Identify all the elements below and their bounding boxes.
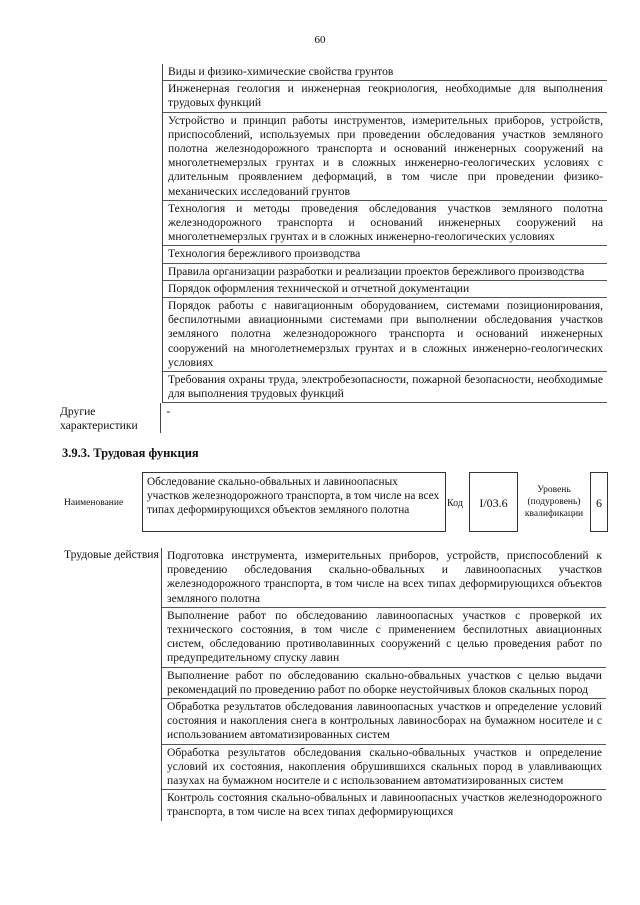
knowledge-list — [163, 64, 607, 403]
knowledge-table — [60, 64, 608, 433]
qualification-level-label: Уровень (подуровень) квалификации — [524, 485, 584, 519]
labor-actions-table — [60, 548, 608, 821]
labor-action-item: Обработка результатов обследования лавиноопасных участков и определение условий состояния и накопления снега в контрольных лавиносборах на бумажном носителе и с использованием автоматизированных систем — [162, 699, 606, 745]
labor-actions-list — [162, 548, 606, 821]
knowledge-item: Инженерная геология и инженерная геокриология, необходимые для выполнения трудовых функций — [163, 81, 607, 112]
function-code: I/03.6 — [469, 472, 518, 532]
page-number: 60 — [314, 34, 326, 46]
function-header — [60, 472, 608, 534]
knowledge-item: Технология бережливого производства — [163, 246, 607, 263]
knowledge-row — [60, 64, 608, 403]
function-name: Обследование скально-обвальных и лавиноопасных участков железнодорожного транспорта, в том числе на всех типах деформирующихся объектов земляного полотна — [142, 472, 446, 532]
qualification-level-value: 6 — [590, 472, 608, 532]
other-characteristics-label: Другие характеристики — [60, 403, 161, 433]
labor-actions-label: Трудовые действия — [60, 548, 162, 821]
section-title: 3.9.3. Трудовая функция — [62, 446, 199, 460]
knowledge-label-cell — [60, 64, 163, 403]
labor-action-item: Контроль состояния скально-обвальных и лавиноопасных участков железнодорожного транспорта, в том числе на всех типах деформирующихся — [167, 791, 602, 819]
knowledge-item: Виды и физико-химические свойства грунтов — [163, 64, 607, 81]
knowledge-item: Требования охраны труда, электробезопасности, пожарной безопасности, необходимые для выполнения трудовых функций — [163, 372, 607, 403]
labor-action-item: Выполнение работ по обследованию скально-обвальных участков с целью выдачи рекомендаций по проведению работ по оборке неустойчивых блоков скальных пород — [162, 668, 606, 699]
knowledge-item: Технология и методы проведения обследования участков земляного полотна железнодорожного транспорта и оснований инженерных сооружений на многолетнемерзлых грунтах и в сложных инженерно-геологических условиях — [163, 201, 607, 247]
name-label: Наименование — [64, 498, 124, 508]
labor-action-item: Подготовка инструмента, измерительных приборов, устройств, приспособлений к проведению обследования скально-обвальных и лавиноопасных участков железнодорожного транспорта, в том числе на всех типах деформирующихся объектов земляного полотна — [162, 548, 606, 608]
labor-action-item: Выполнение работ по обследованию лавиноопасных участков с проверкой их технического состояния, в том числе с применением беспилотных авиационных систем, обследованию противолавинных сооружений с целью проведения работ по предупредительному спуску лавин — [162, 608, 606, 668]
knowledge-item: Порядок оформления технической и отчетной документации — [163, 281, 607, 298]
knowledge-item: Порядок работы с навигационным оборудованием, системами позиционирования, беспилотными авиационными системами при выполнении обследования участков земляного полотна железнодорожного транспорта и оснований инженерных сооружений на многолетнемерзлых грунтах и в сложных инженерно-геологических условиях — [163, 298, 607, 372]
labor-action-item: Обработка результатов обследования скально-обвальных участков и определение условий их состояния, накопления обрушившихся скальных пород в улавливающих пазухах на бумажном носителе и с использованием автоматизированных систем — [162, 745, 606, 791]
knowledge-item: Устройство и принцип работы инструментов, измерительных приборов, устройств, приспособлений, используемых при проведении обследования участков земляного полотна железнодорожного транспорта и оснований инженерных сооружений на многолетнемерзлых грунтах и в сложных инженерно-геологических условиях с длительным проявлением деформаций, в том числе при проведении физико-механических исследований грунтов — [163, 113, 607, 201]
knowledge-item: Правила организации разработки и реализации проектов бережливого производства — [163, 264, 607, 281]
other-characteristics-row — [60, 403, 608, 433]
code-label: Код — [447, 498, 463, 509]
other-characteristics-value: - — [166, 405, 171, 419]
